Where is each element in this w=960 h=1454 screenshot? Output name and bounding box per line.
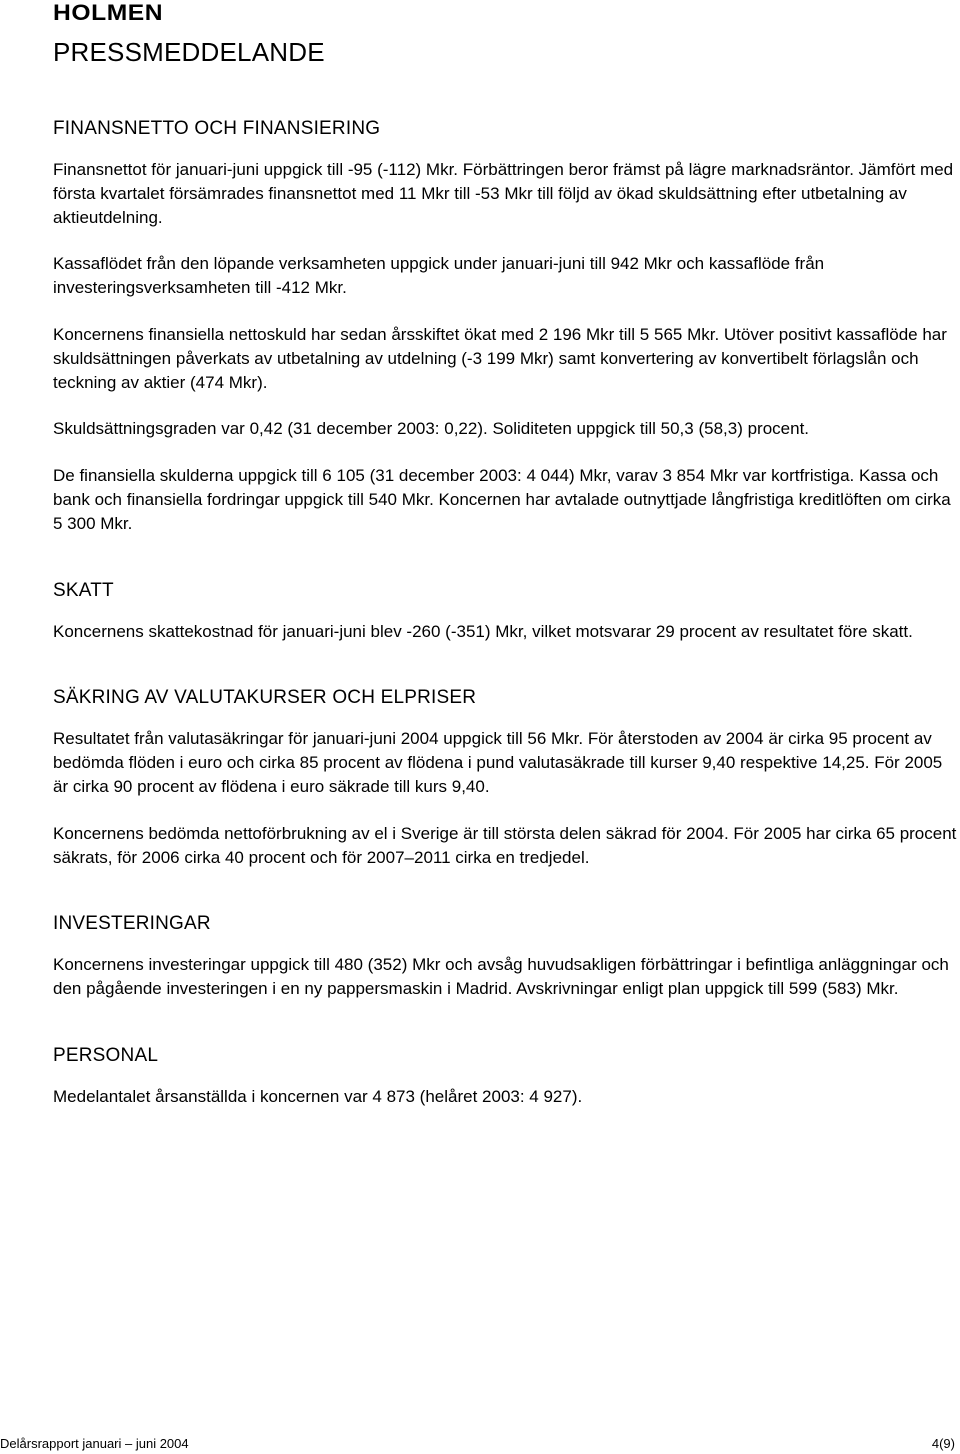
paragraph: Koncernens finansiella nettoskuld har sedan årsskiftet ökat med 2 196 Mkr till 5 565 Mkr. Utöver positivt kassaflöde har skuldsättningen påverkats av utbetalning av utdelning (-3 199 Mkr) samt konvertering av konvertibelt förlagslån och teckning av aktier (474 Mkr). [53,324,947,392]
section-investeringar [53,911,958,1001]
section-skatt [53,578,958,644]
paragraph: De finansiella skulderna uppgick till 6 105 (31 december 2003: 4 044) Mkr, varav 3 854 Mkr var kortfristiga. Kassa och bank och finansiella fordringar uppgick till 540 Mkr. Koncernen har avtalade outnyttjade långfristiga kreditlöften om cirka 5 300 Mkr. [53,466,951,533]
paragraph: Skuldsättningsgraden var 0,42 (31 december 2003: 0,22). Soliditeten uppgick till 50,3 (58,3) procent. [53,419,810,439]
paragraph: Koncernens bedömda nettoförbrukning av el i Sverige är till största delen säkrad för 2004. För 2005 har cirka 65 procent säkrats, för 2006 cirka 40 procent och för 2007–2011 cirka en tredjedel. [53,823,957,867]
section-heading: PERSONAL [53,1044,159,1066]
paragraph: Finansnettot för januari-juni uppgick till -95 (-112) Mkr. Förbättringen beror främst på lägre marknadsräntor. Jämfört med första kvartalet försämrades finansnettot med 11 Mkr till -53 Mkr till följd av ökad skuldsättning efter utbetalning av aktieutdelning. [53,160,954,227]
section-heading: SKATT [53,579,114,601]
section-sakring [53,685,958,869]
section-heading: FINANSNETTO OCH FINANSIERING [53,118,381,139]
section-personal [53,1043,958,1109]
paragraph: Kassaflödet från den löpande verksamheten uppgick under januari-juni till 942 Mkr och kassaflöde från investeringsverksamheten till -412 Mkr. [53,254,825,298]
paragraph: Resultatet från valutasäkringar för januari-juni 2004 uppgick till 56 Mkr. För återstoden av 2004 är cirka 95 procent av bedömda flöden i euro och cirka 85 procent av flödena i pund valutasäkrade till kurser 9,40 respektive 14,25. För 2005 är cirka 90 procent av flödena i euro säkrade till kurs 9,40. [53,729,943,796]
paragraph: Medelantalet årsanställda i koncernen var 4 873 (helåret 2003: 4 927). [53,1086,583,1106]
footer-report-title: Delårsrapport januari – juni 2004 [0,1436,189,1451]
company-logo: HOLMEN [53,0,164,25]
document-body [53,116,958,1109]
document-type-title: PRESSMEDDELANDE [53,37,325,67]
section-heading: SÄKRING AV VALUTAKURSER OCH ELPRISER [53,687,477,709]
section-finansnetto [53,116,958,536]
footer-page-number: 4(9) [931,1436,955,1451]
paragraph: Koncernens skattekostnad för januari-juni blev -260 (-351) Mkr, vilket motsvarar 29 procent av resultatet före skatt. [53,621,913,641]
section-heading: INVESTERINGAR [53,913,211,935]
paragraph: Koncernens investeringar uppgick till 480 (352) Mkr och avsåg huvudsakligen förbättringar i befintliga anläggningar och den pågående investeringen i en ny pappersmaskin i Madrid. Avskrivningar enligt plan uppgick till 599 (583) Mkr. [53,955,949,999]
